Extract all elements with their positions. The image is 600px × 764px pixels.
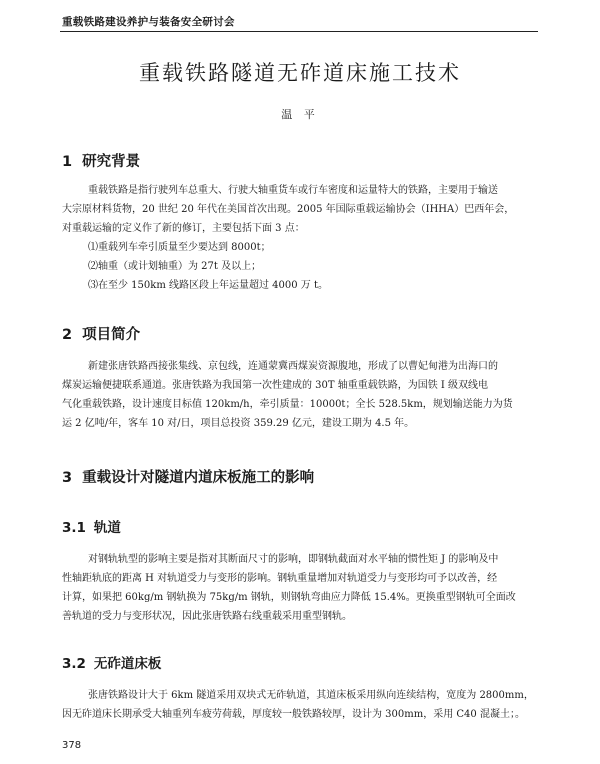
text-line: 气化重载铁路，设计速度目标值 120km/h，牵引质量：10000t；全长 528.5km，规划输送能力为货 [62, 399, 513, 410]
section-1-paragraph [62, 181, 536, 238]
text-line: 煤炭运输便捷联系通道。张唐铁路为我国第一次性建成的 30T 轴重重载铁路，为国铁 I 级双线电 [62, 380, 489, 391]
section-2-heading [62, 323, 140, 344]
section-number: 1 [62, 154, 73, 170]
text-line: 因无砟道床长期承受大轴重列车疲劳荷载，厚度较一般铁路较厚，设计为 300mm，采用 C40 混凝土；。 [62, 709, 525, 720]
text-line: 对重载运输的定义作了新的修订，主要包括下面 3 点： [62, 223, 305, 234]
section-number: 3 [62, 470, 73, 486]
section-title: 项目简介 [82, 327, 141, 343]
section-title: 轨道 [93, 520, 121, 536]
section-3-1-heading [62, 516, 121, 536]
section-3-2-paragraph [62, 686, 536, 724]
text-line: 对钢轨轨型的影响主要是指对其断面尺寸的影响，即钢轨截面对水平轴的惯性矩 J 的影响及中 [88, 554, 499, 565]
text-line: 大宗原材料货物，20 世纪 20 年代在美国首次出现。2005 年国际重载运输协会（IHHA）巴西年会， [62, 204, 515, 215]
section-2-paragraph [62, 357, 536, 433]
header-divider [60, 31, 538, 32]
section-title: 研究背景 [82, 154, 141, 170]
section-title: 无砟道床板 [93, 656, 162, 672]
paper-title: 重载铁路隧道无砟道床施工技术 [139, 61, 461, 85]
text-line: 计算，如果把 60kg/m 钢轨换为 75kg/m 钢轨，则钢轨弯曲应力降低 15.4%。更换重型钢轨可全面改 [62, 592, 516, 603]
text-line: 张唐铁路设计大于 6km 隧道采用双块式无砟轨道，其道床板采用纵向连续结构，宽度为 2800mm， [88, 690, 534, 701]
section-3-2-heading [62, 652, 161, 672]
list-item: ⑶在至少 150km 线路区段上年运量超过 4000 万 t。 [88, 280, 328, 291]
section-3-heading [62, 466, 314, 487]
section-3-1-paragraph [62, 550, 536, 626]
list-item: ⑴重载列车牵引质量至少要达到 8000t； [88, 242, 271, 253]
section-1-heading [62, 150, 140, 171]
text-line: 运 2 亿吨/年，客车 10 对/日，项目总投资 359.29 亿元，建设工期为 4.5 年。 [62, 418, 415, 429]
section-title: 重载设计对隧道内道床板施工的影响 [82, 470, 315, 486]
text-line: 善轨道的受力与变形状况，因此张唐铁路右线重载采用重型钢轨。 [62, 611, 352, 622]
text-line: 新建张唐铁路西接张集线、京包线，连通蒙冀西煤炭资源腹地，形成了以曹妃甸港为出海口的 [88, 361, 498, 372]
page-number: 378 [62, 740, 82, 751]
running-header: 重载铁路建设养护与装备安全研讨会 [62, 16, 235, 28]
section-number: 3.1 [62, 520, 86, 536]
section-number: 2 [62, 327, 73, 343]
paper-author: 温 平 [281, 108, 319, 121]
text-line: 性轴距轨底的距离 H 对轨道受力与变形的影响。钢轨重量增加对轨道受力与变形均可予以改善，经 [62, 573, 498, 584]
section-number: 3.2 [62, 656, 86, 672]
text-line: 重载铁路是指行驶列车总重大、行驶大轴重货车或行车密度和运量特大的铁路，主要用于输送 [88, 185, 498, 196]
list-item: ⑵轴重（或计划轴重）为 27t 及以上； [88, 261, 262, 272]
